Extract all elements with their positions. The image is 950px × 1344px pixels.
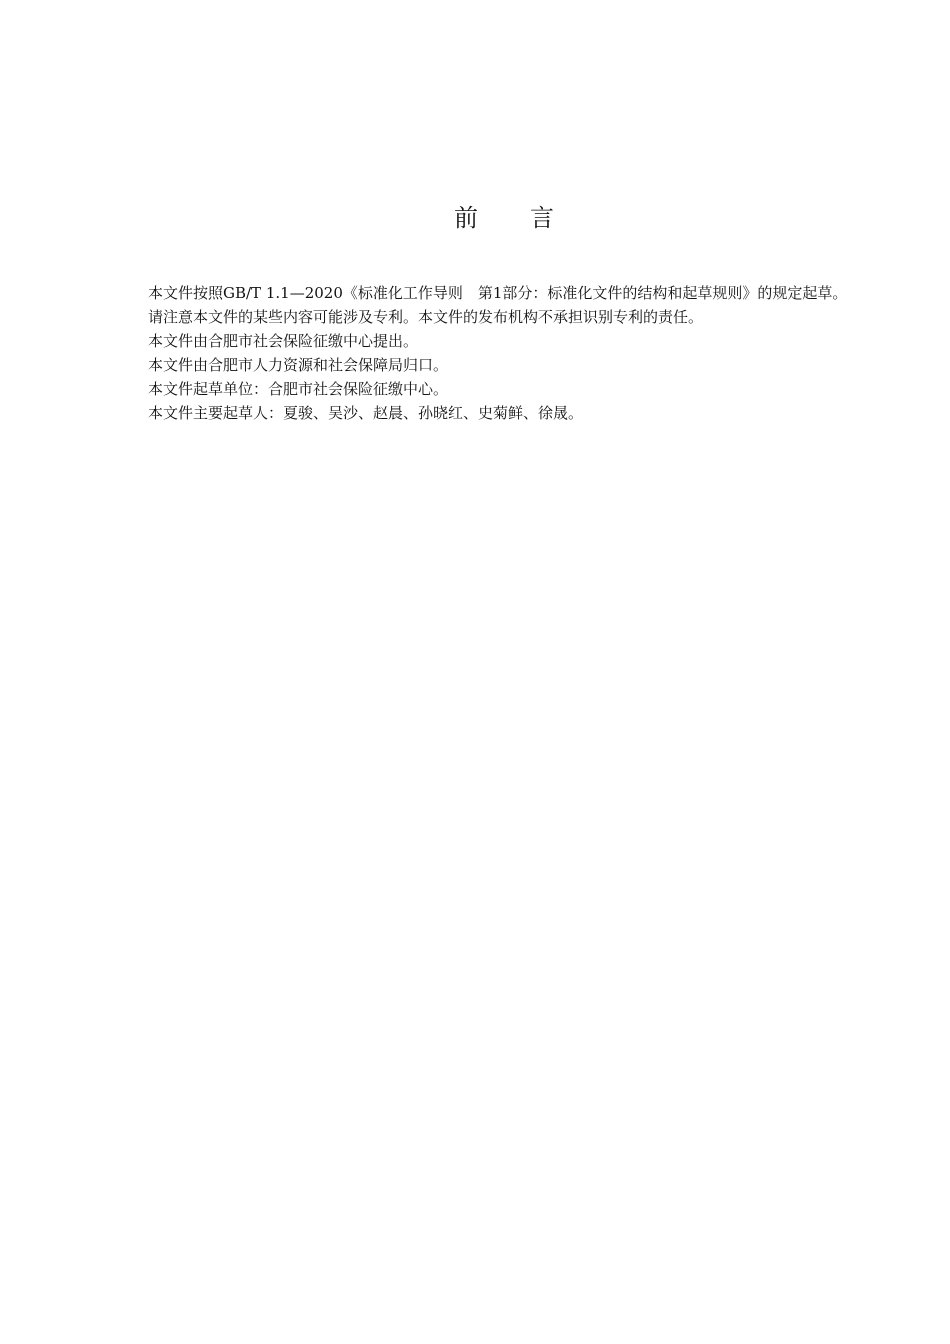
paragraph-drafting-rules: 本文件按照GB/T 1.1—2020《标准化工作导则 第1部分：标准化文件的结构和起草规则》的规定起草。 bbox=[148, 284, 848, 302]
paragraph-proposer: 本文件由合肥市社会保险征缴中心提出。 bbox=[148, 332, 419, 350]
paragraph-administrator: 本文件由合肥市人力资源和社会保障局归口。 bbox=[148, 356, 449, 374]
title-char-right: 言 bbox=[530, 204, 554, 232]
page-title bbox=[0, 198, 950, 238]
paragraph-patent-notice: 请注意本文件的某些内容可能涉及专利。本文件的发布机构不承担识别专利的责任。 bbox=[148, 308, 704, 326]
title-char-left: 前 bbox=[454, 204, 478, 232]
paragraph-drafting-unit: 本文件起草单位：合肥市社会保险征缴中心。 bbox=[148, 380, 449, 398]
foreword-body bbox=[113, 281, 863, 425]
paragraph-drafters: 本文件主要起草人：夏骏、吴沙、赵晨、孙晓红、史菊鲜、徐晟。 bbox=[148, 404, 584, 422]
